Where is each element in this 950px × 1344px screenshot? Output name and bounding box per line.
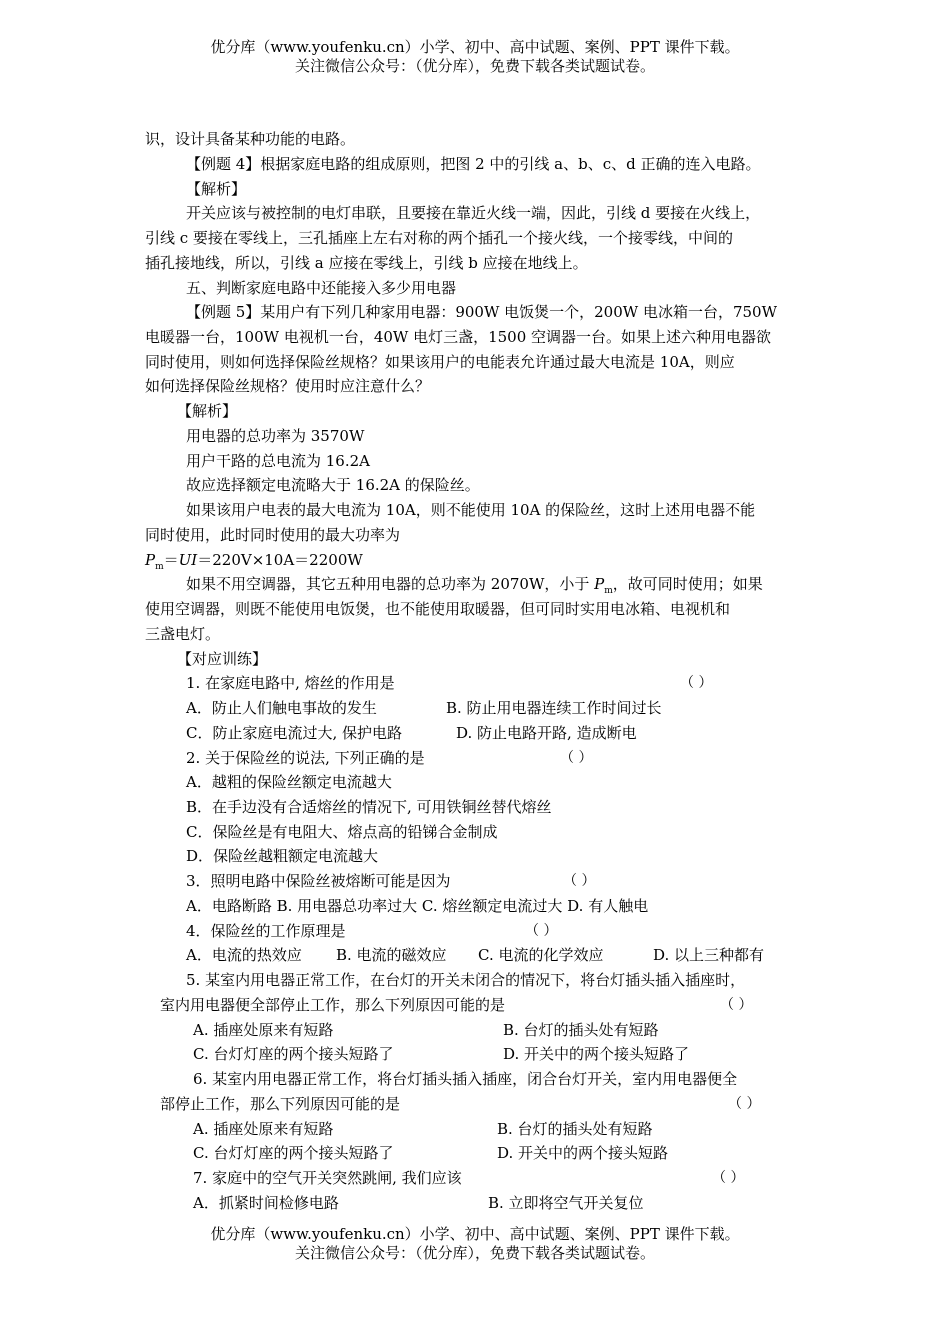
question-5-stem: 5. 某室内用电器正常工作，在台灯的开关未闭合的情况下，将台灯插头插入插座时， (186, 971, 746, 989)
text-line: 识，设计具备某种功能的电路。 (145, 130, 356, 148)
question-5-stem-cont: 室内用电器便全部停止工作，那么下列原因可能的是 (160, 996, 506, 1014)
option-c: C. 电流的化学效应 (478, 946, 604, 964)
option-d: D．保险丝越粗额定电流越大 (186, 847, 379, 865)
question-6-stem: 6. 某室内用电器正常工作，将台灯插头插入插座，闭合台灯开关，室内用电器便全 (193, 1070, 738, 1088)
answer-blank: （ ） (720, 997, 753, 1013)
text-line: 故应选择额定电流略大于 16.2A 的保险丝。 (186, 476, 480, 494)
question-1-stem: 1. 在家庭电路中, 熔丝的作用是 (186, 674, 395, 692)
example-4-title: 【例题 4】根据家庭电路的组成原则，把图 2 中的引线 a、b、c、d 正确的连入电路。 (186, 155, 761, 173)
question-7-stem: 7. 家庭中的空气开关突然跳闸, 我们应该 (193, 1169, 462, 1187)
footer-line-2: 关注微信公众号：（优分库），免费下载各类试题试卷。 (294, 1244, 655, 1262)
text-line: 同时使用，此时同时使用的最大功率为 (145, 526, 401, 544)
options-row: A．电路断路 B. 用电器总功率过大 C. 熔丝额定电流过大 D. 有人触电 (186, 897, 649, 915)
analysis-heading: 【解析】 (177, 402, 238, 420)
formula (145, 550, 363, 570)
text-line: 用电器的总功率为 3570W (186, 427, 365, 445)
practice-heading: 【对应训练】 (177, 650, 268, 668)
header-line-2: 关注微信公众号：（优分库），免费下载各类试题试卷。 (294, 57, 655, 75)
answer-blank: （ ） (728, 1096, 761, 1112)
footer-line-1: 优分库（www.youfenku.cn）小学、初中、高中试题、案例、PPT 课件下载。 (210, 1225, 740, 1243)
question-4-stem: 4．保险丝的工作原理是 (186, 922, 346, 940)
answer-blank: （ ） (680, 675, 713, 691)
option-d: D. 开关中的两个接头短路 (497, 1144, 669, 1162)
text-line: 电暖器一台，100W 电视机一台，40W 电灯三盏，1500 空调器一台。如果上述六种用电器欲 (145, 328, 772, 346)
text-line: 使用空调器，则既不能使用电饭煲，也不能使用取暖器，但可同时实用电冰箱、电视机和 (145, 600, 731, 618)
option-c: C. 台灯灯座的两个接头短路了 (193, 1045, 394, 1063)
option-c: C．保险丝是有电阻大、熔点高的铅锑合金制成 (186, 823, 498, 841)
option-b: B．在手边没有合适熔丝的情况下, 可用铁铜丝替代熔丝 (186, 798, 552, 816)
option-d: D. 开关中的两个接头短路了 (503, 1045, 690, 1063)
text-line: 用户干路的总电流为 16.2A (186, 452, 370, 470)
option-a: A．电流的热效应 (186, 946, 302, 964)
option-b: B. 防止用电器连续工作时间过长 (446, 699, 662, 717)
option-d: D. 以上三种都有 (653, 946, 765, 964)
header-line-1: 优分库（www.youfenku.cn）小学、初中、高中试题、案例、PPT 课件下载。 (210, 38, 740, 56)
option-d: D. 防止电路开路, 造成断电 (456, 724, 637, 742)
text-part: 如果不用空调器，其它五种用电器的总功率为 2070W，小于 (186, 575, 595, 593)
option-c: C. 台灯灯座的两个接头短路了 (193, 1144, 394, 1162)
section-heading: 五、判断家庭电路中还能接入多少用电器 (186, 279, 457, 297)
option-a: A. 插座处原来有短路 (193, 1021, 334, 1039)
formula-sub: m (604, 586, 613, 596)
option-b: B. 台灯的插头处有短路 (503, 1021, 659, 1039)
answer-blank: （ ） (560, 750, 593, 766)
answer-blank: （ ） (563, 873, 596, 889)
text-line: 三盏电灯。 (145, 625, 221, 643)
formula-sub: m (155, 562, 164, 572)
formula-ui: UI (178, 551, 198, 569)
text-line: 如何选择保险丝规格？使用时应注意什么？ (145, 377, 431, 395)
formula-eq: ＝ (163, 551, 179, 569)
option-b: B. 电流的磁效应 (336, 946, 447, 964)
formula-p: P (594, 575, 605, 593)
text-line: 引线 c 要接在零线上，三孔插座上左右对称的两个插孔一个接火线，一个接零线，中间的 (145, 229, 733, 247)
text-part: ，故可同时使用；如果 (612, 575, 763, 593)
option-b: B. 立即将空气开关复位 (488, 1194, 644, 1212)
example-5-title: 【例题 5】某用户有下列几种家用电器：900W 电饭煲一个，200W 电冰箱一台，750W (186, 303, 777, 321)
question-2-stem: 2. 关于保险丝的说法, 下列正确的是 (186, 749, 425, 767)
option-c: C．防止家庭电流过大, 保护电路 (186, 724, 403, 742)
option-a: A．越粗的保险丝额定电流越大 (186, 773, 392, 791)
text-line: 插孔接地线，所以，引线 a 应接在零线上，引线 b 应接在地线上。 (145, 254, 588, 272)
formula-rest: ＝220V×10A＝2200W (197, 551, 363, 569)
question-6-stem-cont: 部停止工作，那么下列原因可能的是 (160, 1095, 401, 1113)
formula-p: P (145, 551, 156, 569)
text-line: 同时使用，则如何选择保险丝规格？如果该用户的电能表允许通过最大电流是 10A，则应 (145, 353, 735, 371)
option-a: A．抓紧时间检修电路 (193, 1194, 339, 1212)
text-line: 开关应该与被控制的电灯串联，且要接在靠近火线一端，因此，引线 d 要接在火线上， (186, 204, 761, 222)
question-3-stem: 3．照明电路中保险丝被熔断可能是因为 (186, 872, 451, 890)
answer-blank: （ ） (525, 923, 558, 939)
answer-blank: （ ） (712, 1170, 745, 1186)
text-line (186, 574, 763, 594)
option-a: A．防止人们触电事故的发生 (186, 699, 377, 717)
text-line: 如果该用户电表的最大电流为 10A，则不能使用 10A 的保险丝，这时上述用电器不能 (186, 501, 756, 519)
option-b: B. 台灯的插头处有短路 (497, 1120, 653, 1138)
option-a: A. 插座处原来有短路 (193, 1120, 334, 1138)
analysis-heading: 【解析】 (186, 180, 247, 198)
